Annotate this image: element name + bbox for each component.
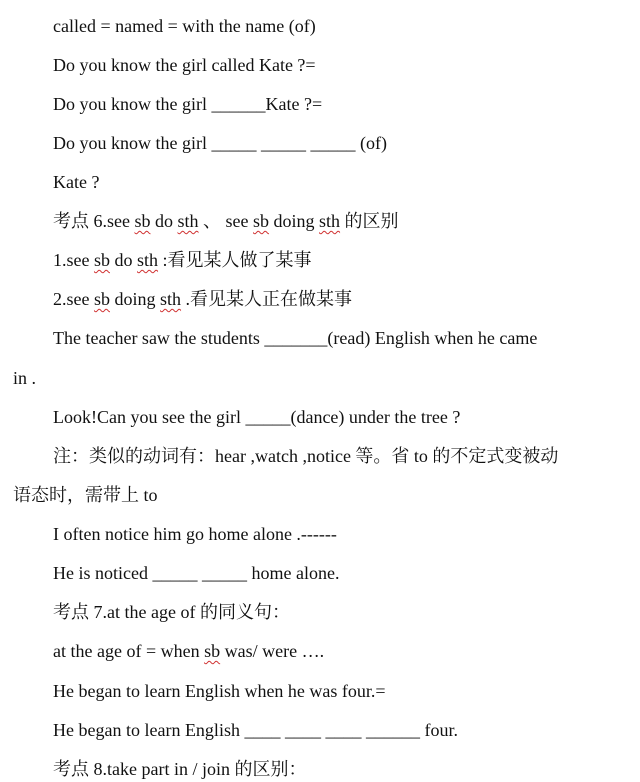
text-segment: doing: [269, 211, 320, 231]
text-line-5: Kate ?: [53, 172, 100, 192]
text-line-8: [0, 288, 640, 310]
text-line-17: [0, 640, 640, 662]
text-segment: doing: [110, 289, 161, 309]
section-heading-6: [0, 210, 640, 232]
text-line-11: Look!Can you see the girl _____(dance) under the tree ?: [53, 407, 461, 427]
note-line-continued: 语态时，需带上 to: [13, 485, 158, 505]
spellcheck-word: sb: [93, 250, 110, 270]
spellcheck-word: sth: [160, 289, 182, 309]
section-heading-8: 考点 8.take part in / join 的区别：: [53, 759, 307, 779]
text-segment: 考点 6.see: [53, 211, 135, 231]
text-line-2: Do you know the girl called Kate ?=: [53, 55, 316, 75]
text-line-15: He is noticed _____ _____ home alone.: [53, 563, 340, 583]
text-segment: :看见某人做了某事: [158, 250, 312, 270]
text-segment: was/ were ….: [220, 641, 325, 661]
spellcheck-word: sb: [134, 211, 151, 231]
text-line-7: [0, 249, 640, 271]
text-segment: .看见某人正在做某事: [181, 289, 353, 309]
text-line-3: Do you know the girl ______Kate ?=: [53, 94, 323, 114]
text-line-4: Do you know the girl _____ _____ _____ (of): [53, 133, 387, 153]
text-segment: 2.see: [53, 289, 94, 309]
text-segment: do: [110, 250, 137, 270]
text-line-14: I often notice him go home alone .------: [53, 524, 337, 544]
text-line-1: called = named = with the name (of): [53, 16, 316, 36]
spellcheck-word: sb: [93, 289, 110, 309]
spellcheck-word: sth: [319, 211, 341, 231]
text-segment: at the age of = when: [53, 641, 205, 661]
text-line-18: He began to learn English when he was four.=: [53, 681, 386, 701]
text-line-19: He began to learn English ____ ____ ____ ______ four.: [53, 720, 458, 740]
spellcheck-word: sth: [177, 211, 199, 231]
note-line: 注：类似的动词有：hear ,watch ,notice 等。省 to 的不定式变被动: [53, 446, 559, 466]
text-line-10: in .: [13, 368, 37, 388]
text-line-9: The teacher saw the students _______(read) English when he came: [53, 328, 538, 348]
text-segment: 1.see: [53, 250, 94, 270]
spellcheck-word: sb: [253, 211, 270, 231]
spellcheck-word: sth: [137, 250, 159, 270]
section-heading-7: 考点 7.at the age of 的同义句：: [53, 602, 290, 622]
text-segment: do: [150, 211, 178, 231]
text-segment: 的区别: [340, 211, 399, 231]
text-segment: 、 see: [198, 211, 253, 231]
spellcheck-word: sb: [204, 641, 221, 661]
